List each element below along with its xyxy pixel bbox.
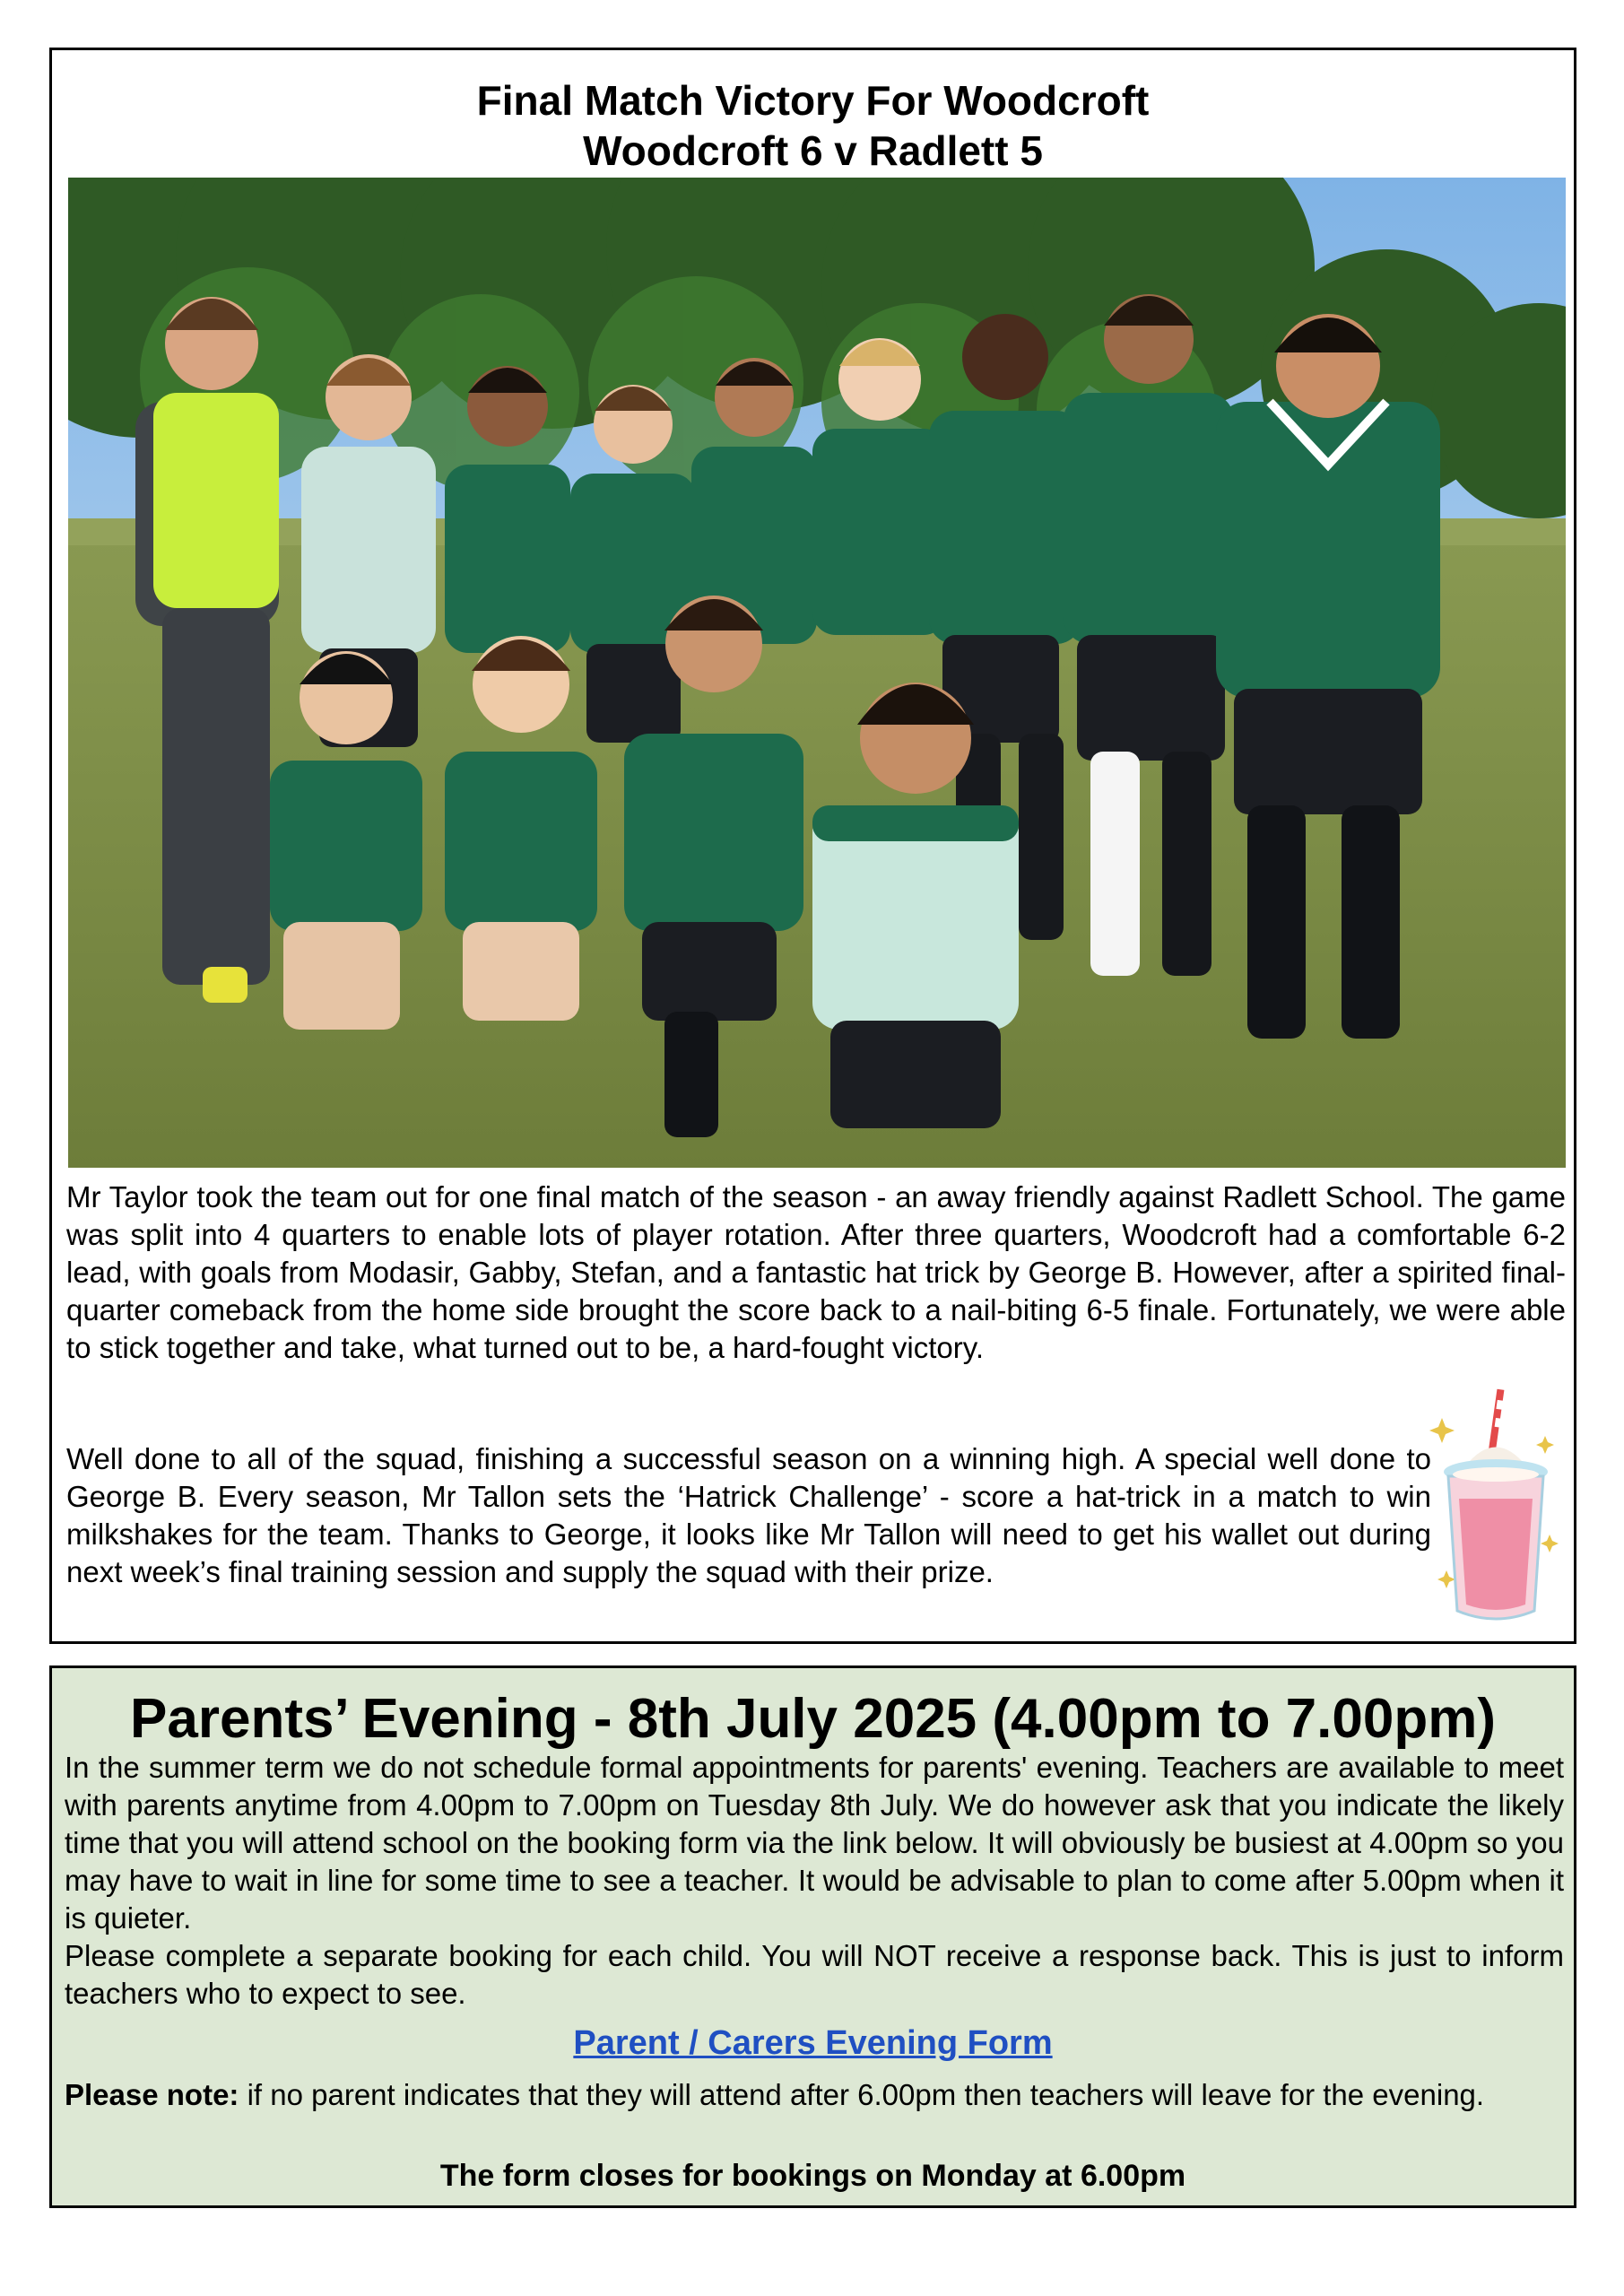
milkshake-icon: [1429, 1382, 1563, 1651]
parents-evening-panel: [49, 1665, 1576, 2208]
parents-evening-form-link[interactable]: Parent / Carers Evening Form: [573, 2024, 1053, 2062]
match-score-subtitle: Woodcroft 6 v Radlett 5: [583, 127, 1043, 174]
match-report-paragraph-2: Well done to all of the squad, finishing a successful season on a winning high. A special well done to George B. Every season, Mr Tallon sets the ‘Hatrick Challenge’ - score a hat-trick in a match to win milkshakes for the team. Thanks to George, it looks like Mr Tallon will need to get his wallet out during next week’s final training session and supply the squad with their prize.: [66, 1442, 1431, 1588]
match-title: Final Match Victory For Woodcroft: [476, 77, 1150, 124]
parents-evening-title: Parents’ Evening - 8th July 2025 (4.00pm to 7.00pm): [130, 1688, 1496, 1750]
team-photo: [68, 178, 1566, 1168]
note-label: Please note:: [65, 2078, 239, 2111]
note-text: if no parent indicates that they will attend after 6.00pm then teachers will leave for the evening.: [239, 2078, 1485, 2111]
booking-closing-notice: The form closes for bookings on Monday at 6.00pm: [439, 2159, 1186, 2193]
team-photo-illustration: [68, 178, 1566, 1168]
attendance-note: [65, 2076, 1564, 2114]
parents-evening-paragraph-2: Please complete a separate booking for each child. You will NOT receive a response back. This is just to inform teachers who to expect to see.: [65, 1939, 1564, 2010]
match-report-paragraph-1: Mr Taylor took the team out for one final match of the season - an away friendly against Radlett School. The game was split into 4 quarters to enable lots of player rotation. After three quarters, Woodcroft had a comfortable 6-2 lead, with goals from Modasir, Gabby, Stefan, and a fantastic hat trick by George B. However, after a spirited final-quarter comeback from the home side brought the score back to a nail-biting 6-5 finale. Fortunately, we were able to stick together and take, what turned out to be, a hard-fought victory.: [66, 1180, 1566, 1364]
parents-evening-paragraph-1: In the summer term we do not schedule formal appointments for parents' evening. Teachers are available to meet with parents anytime from 4.00pm to 7.00pm on Tuesday 8th July. We do however ask that you indicate the likely time that you will attend school on the booking form via the link below. It will obviously be busiest at 4.00pm so you may have to wait in line for some time to see a teacher. It would be advisable to plan to come after 5.00pm when it is quieter.: [65, 1751, 1564, 1935]
match-report-panel: [49, 48, 1576, 1644]
